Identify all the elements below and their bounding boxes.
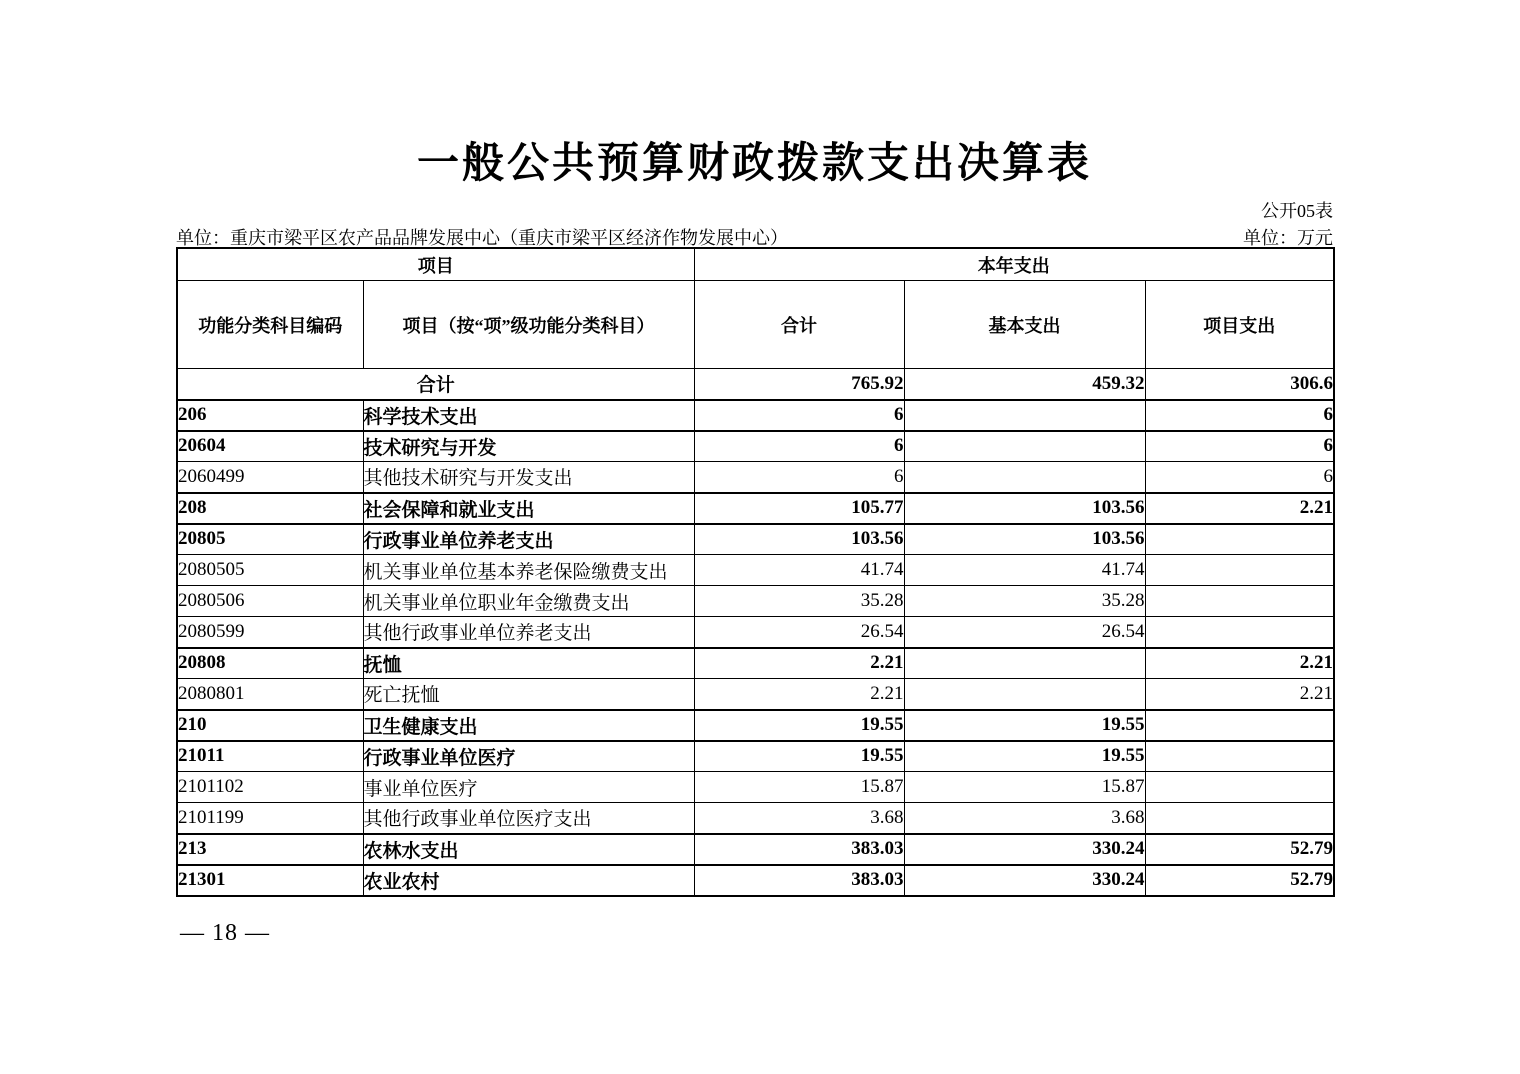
row-code: 2080505	[177, 555, 363, 586]
header-function-code: 功能分类科目编码	[177, 281, 363, 369]
grand-total-basic: 459.32	[904, 369, 1145, 400]
row-basic: 3.68	[904, 803, 1145, 834]
row-name: 机关事业单位基本养老保险缴费支出	[363, 555, 694, 586]
row-basic: 103.56	[904, 493, 1145, 524]
row-total: 105.77	[694, 493, 904, 524]
row-project: 2.21	[1145, 493, 1334, 524]
header-item-group: 项目	[177, 248, 694, 281]
row-total: 6	[694, 462, 904, 493]
row-code: 2060499	[177, 462, 363, 493]
table-row-213	[177, 834, 1334, 865]
header-basic-expenditure: 基本支出	[904, 281, 1145, 369]
table-row-208	[177, 493, 1334, 524]
row-name: 行政事业单位养老支出	[363, 524, 694, 555]
row-total: 3.68	[694, 803, 904, 834]
row-name: 科学技术支出	[363, 400, 694, 431]
table-row-21301	[177, 865, 1334, 896]
row-code: 20604	[177, 431, 363, 462]
row-total: 41.74	[694, 555, 904, 586]
table-row-grand-total	[177, 369, 1334, 400]
table-row-2101102	[177, 772, 1334, 803]
row-total: 2.21	[694, 679, 904, 710]
row-project	[1145, 524, 1334, 555]
table-row-206	[177, 400, 1334, 431]
row-total: 6	[694, 400, 904, 431]
row-project	[1145, 772, 1334, 803]
row-basic: 330.24	[904, 834, 1145, 865]
table-row-210	[177, 710, 1334, 741]
row-code: 20805	[177, 524, 363, 555]
table-row-2060499	[177, 462, 1334, 493]
table-row-21011	[177, 741, 1334, 772]
header-group-row	[177, 248, 1334, 281]
table-row-20805	[177, 524, 1334, 555]
org-unit-label: 单位：重庆市梁平区农产品品牌发展中心（重庆市梁平区经济作物发展中心）	[176, 228, 788, 248]
table-row-2080599	[177, 617, 1334, 648]
row-basic: 330.24	[904, 865, 1145, 896]
row-project: 2.21	[1145, 679, 1334, 710]
expenditure-table	[176, 247, 1335, 897]
row-total: 26.54	[694, 617, 904, 648]
row-project: 6	[1145, 400, 1334, 431]
header-item-name: 项目（按“项”级功能分类科目）	[363, 281, 694, 369]
row-total: 383.03	[694, 865, 904, 896]
row-code: 2101102	[177, 772, 363, 803]
row-name: 技术研究与开发	[363, 431, 694, 462]
grand-total-project: 306.6	[1145, 369, 1334, 400]
row-name: 行政事业单位医疗	[363, 741, 694, 772]
row-code: 20808	[177, 648, 363, 679]
row-name: 事业单位医疗	[363, 772, 694, 803]
row-project: 52.79	[1145, 865, 1334, 896]
row-name: 其他技术研究与开发支出	[363, 462, 694, 493]
money-unit-label: 单位：万元	[1243, 228, 1333, 248]
row-basic: 19.55	[904, 710, 1145, 741]
row-project	[1145, 555, 1334, 586]
row-basic	[904, 462, 1145, 493]
row-code: 21011	[177, 741, 363, 772]
table-row-20604	[177, 431, 1334, 462]
row-basic	[904, 679, 1145, 710]
row-name: 抚恤	[363, 648, 694, 679]
row-basic: 19.55	[904, 741, 1145, 772]
row-project: 52.79	[1145, 834, 1334, 865]
row-code: 2080801	[177, 679, 363, 710]
row-basic: 26.54	[904, 617, 1145, 648]
row-total: 19.55	[694, 710, 904, 741]
row-total: 383.03	[694, 834, 904, 865]
row-total: 103.56	[694, 524, 904, 555]
row-project	[1145, 617, 1334, 648]
table-row-2080801	[177, 679, 1334, 710]
row-project: 6	[1145, 431, 1334, 462]
grand-total-label: 合计	[177, 369, 694, 400]
table-row-2080506	[177, 586, 1334, 617]
row-project: 6	[1145, 462, 1334, 493]
row-name: 农业农村	[363, 865, 694, 896]
row-name: 机关事业单位职业年金缴费支出	[363, 586, 694, 617]
grand-total-total: 765.92	[694, 369, 904, 400]
page-title: 一般公共预算财政拨款支出决算表	[416, 141, 1092, 187]
row-basic: 103.56	[904, 524, 1145, 555]
row-basic: 15.87	[904, 772, 1145, 803]
header-project-expenditure: 项目支出	[1145, 281, 1334, 369]
row-basic	[904, 400, 1145, 431]
row-code: 2101199	[177, 803, 363, 834]
table-row-20808	[177, 648, 1334, 679]
row-code: 206	[177, 400, 363, 431]
header-year-expenditure-group: 本年支出	[694, 248, 1334, 281]
row-code: 2080599	[177, 617, 363, 648]
row-name: 社会保障和就业支出	[363, 493, 694, 524]
page-number: — 18 —	[180, 920, 270, 946]
row-code: 210	[177, 710, 363, 741]
header-total: 合计	[694, 281, 904, 369]
row-name: 其他行政事业单位养老支出	[363, 617, 694, 648]
row-name: 其他行政事业单位医疗支出	[363, 803, 694, 834]
row-code: 21301	[177, 865, 363, 896]
row-basic	[904, 431, 1145, 462]
row-project: 2.21	[1145, 648, 1334, 679]
header-columns-row	[177, 281, 1334, 369]
row-basic	[904, 648, 1145, 679]
row-name: 卫生健康支出	[363, 710, 694, 741]
row-code: 2080506	[177, 586, 363, 617]
row-total: 6	[694, 431, 904, 462]
row-name: 农林水支出	[363, 834, 694, 865]
row-code: 208	[177, 493, 363, 524]
row-total: 19.55	[694, 741, 904, 772]
row-project	[1145, 803, 1334, 834]
table-row-2101199	[177, 803, 1334, 834]
row-project	[1145, 586, 1334, 617]
table-tag: 公开05表	[1261, 201, 1333, 221]
row-total: 2.21	[694, 648, 904, 679]
row-basic: 35.28	[904, 586, 1145, 617]
row-code: 213	[177, 834, 363, 865]
row-project	[1145, 741, 1334, 772]
row-project	[1145, 710, 1334, 741]
row-total: 15.87	[694, 772, 904, 803]
row-basic: 41.74	[904, 555, 1145, 586]
table-row-2080505	[177, 555, 1334, 586]
row-name: 死亡抚恤	[363, 679, 694, 710]
row-total: 35.28	[694, 586, 904, 617]
